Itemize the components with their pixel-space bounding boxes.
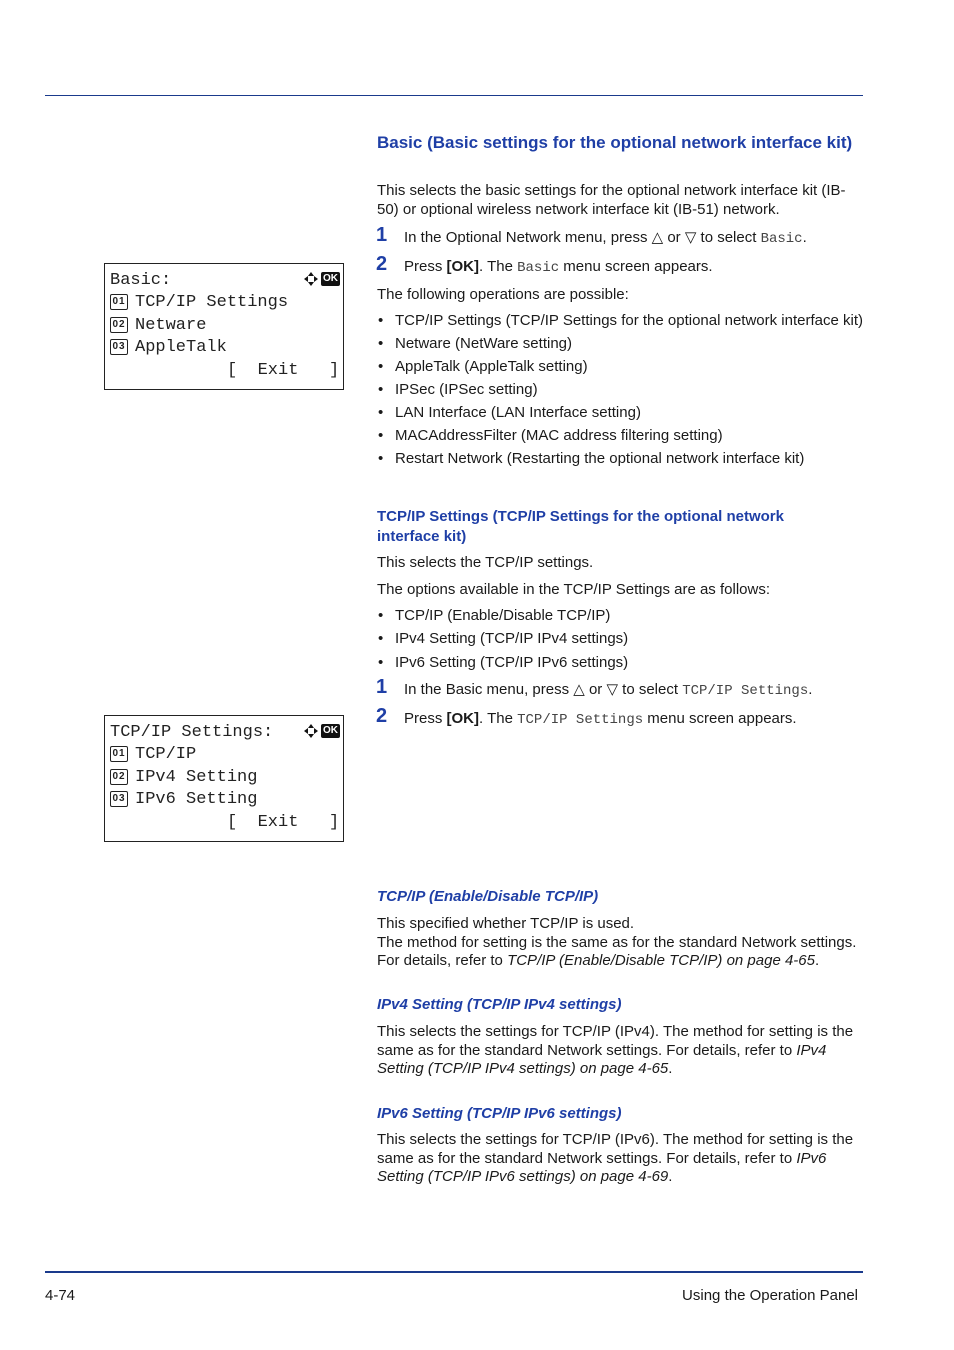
intro-paragraph: This selects the basic settings for the optional network interface kit (IB-50) or optional wireless network interface kit (IB-51) network. <box>377 182 846 218</box>
footer-rule <box>45 1271 863 1273</box>
navigation-ok-icon <box>303 723 340 739</box>
subsection-ipv4-title: IPv4 Setting (TCP/IP IPv4 settings) <box>377 996 622 1013</box>
lcd-tcpip-menu <box>104 715 344 842</box>
list-item: • IPSec (IPSec setting) <box>377 381 863 399</box>
lcd-item: 03 IPv6 Setting <box>110 790 257 810</box>
list-item: • Restart Network (Restarting the optional network interface kit) <box>377 450 863 468</box>
lcd-basic-menu <box>104 263 344 390</box>
step-number: 2 <box>376 253 388 275</box>
list-item: • IPv4 Setting (TCP/IP IPv4 settings) <box>377 630 863 648</box>
subsection-tcpip-body: This specified whether TCP/IP is used. The method for setting is the same as for the standard Network settings. For details, refer to TCP/IP (Enable/Disable TCP/IP) on page 4-65. <box>377 915 857 969</box>
step-number: 1 <box>376 676 388 698</box>
navigation-ok-icon <box>303 271 340 287</box>
lcd-title: Basic: <box>110 271 172 290</box>
subsection-ipv4-body: This selects the settings for TCP/IP (IPv4). The method for setting is the same as for the standard Network settings. For details, refer to IPv4 Setting (TCP/IP IPv4 settings) on page 4-65. <box>377 1023 854 1077</box>
ops-list <box>377 312 863 468</box>
ok-icon: OK <box>323 725 338 736</box>
list-item: • TCP/IP (Enable/Disable TCP/IP) <box>377 607 863 625</box>
chapter-title: Using the Operation Panel <box>682 1287 858 1304</box>
subsection-ipv6-body: This selects the settings for TCP/IP (IPv6). The method for setting is the same as for the standard Network settings. For details, refer to IPv6 Setting (TCP/IP IPv6 settings) on page 4-69. <box>377 1131 854 1185</box>
list-item: • IPv6 Setting (TCP/IP IPv6 settings) <box>377 654 863 672</box>
subsection-ipv6-title: IPv6 Setting (TCP/IP IPv6 settings) <box>377 1105 622 1122</box>
arrow-keys-icon <box>303 723 319 739</box>
tcpip-list <box>377 607 863 672</box>
lcd-item: 01 TCP/IP <box>110 745 196 765</box>
basic-step-2: 2 Press [OK]. The Basic menu screen appears. <box>376 253 713 276</box>
ops-intro: The following operations are possible: <box>377 286 629 303</box>
tcpip-step-2: 2 Press [OK]. The TCP/IP Settings menu screen appears. <box>376 705 797 728</box>
list-item: • Netware (NetWare setting) <box>377 335 863 353</box>
list-item: • LAN Interface (LAN Interface setting) <box>377 404 863 422</box>
step-number: 1 <box>376 224 388 246</box>
lcd-item: 02 Netware <box>110 316 206 336</box>
page-number: 4-74 <box>45 1287 76 1304</box>
arrow-keys-icon <box>303 271 319 287</box>
lcd-item: 03 AppleTalk <box>110 338 227 358</box>
tcpip-paragraph-2: The options available in the TCP/IP Settings are as follows: <box>377 581 770 598</box>
ok-icon: OK <box>323 273 338 284</box>
header-rule <box>45 95 863 96</box>
step-number: 2 <box>376 705 388 727</box>
tcpip-section-title: TCP/IP Settings (TCP/IP Settings for the optional network interface kit) <box>377 508 784 545</box>
section-title: Basic (Basic settings for the optional network interface kit) <box>377 133 853 152</box>
list-item: • AppleTalk (AppleTalk setting) <box>377 358 863 376</box>
lcd-item: 02 IPv4 Setting <box>110 768 257 788</box>
list-item: • TCP/IP Settings (TCP/IP Settings for the optional network interface kit) <box>377 312 863 330</box>
lcd-item: 01 TCP/IP Settings <box>110 293 288 313</box>
subsection-tcpip-title: TCP/IP (Enable/Disable TCP/IP) <box>377 888 599 905</box>
basic-step-1: 1 In the Optional Network menu, press △ or ▽ to select Basic. <box>376 224 807 247</box>
list-item: • MACAddressFilter (MAC address filtering setting) <box>377 427 863 445</box>
tcpip-paragraph-1: This selects the TCP/IP settings. <box>377 554 594 571</box>
lcd-title: TCP/IP Settings: <box>110 723 274 742</box>
lcd-softkey-exit: [ Exit ] <box>227 361 340 380</box>
tcpip-step-1: 1 In the Basic menu, press △ or ▽ to select TCP/IP Settings. <box>376 676 813 699</box>
lcd-softkey-exit: [ Exit ] <box>227 813 340 832</box>
